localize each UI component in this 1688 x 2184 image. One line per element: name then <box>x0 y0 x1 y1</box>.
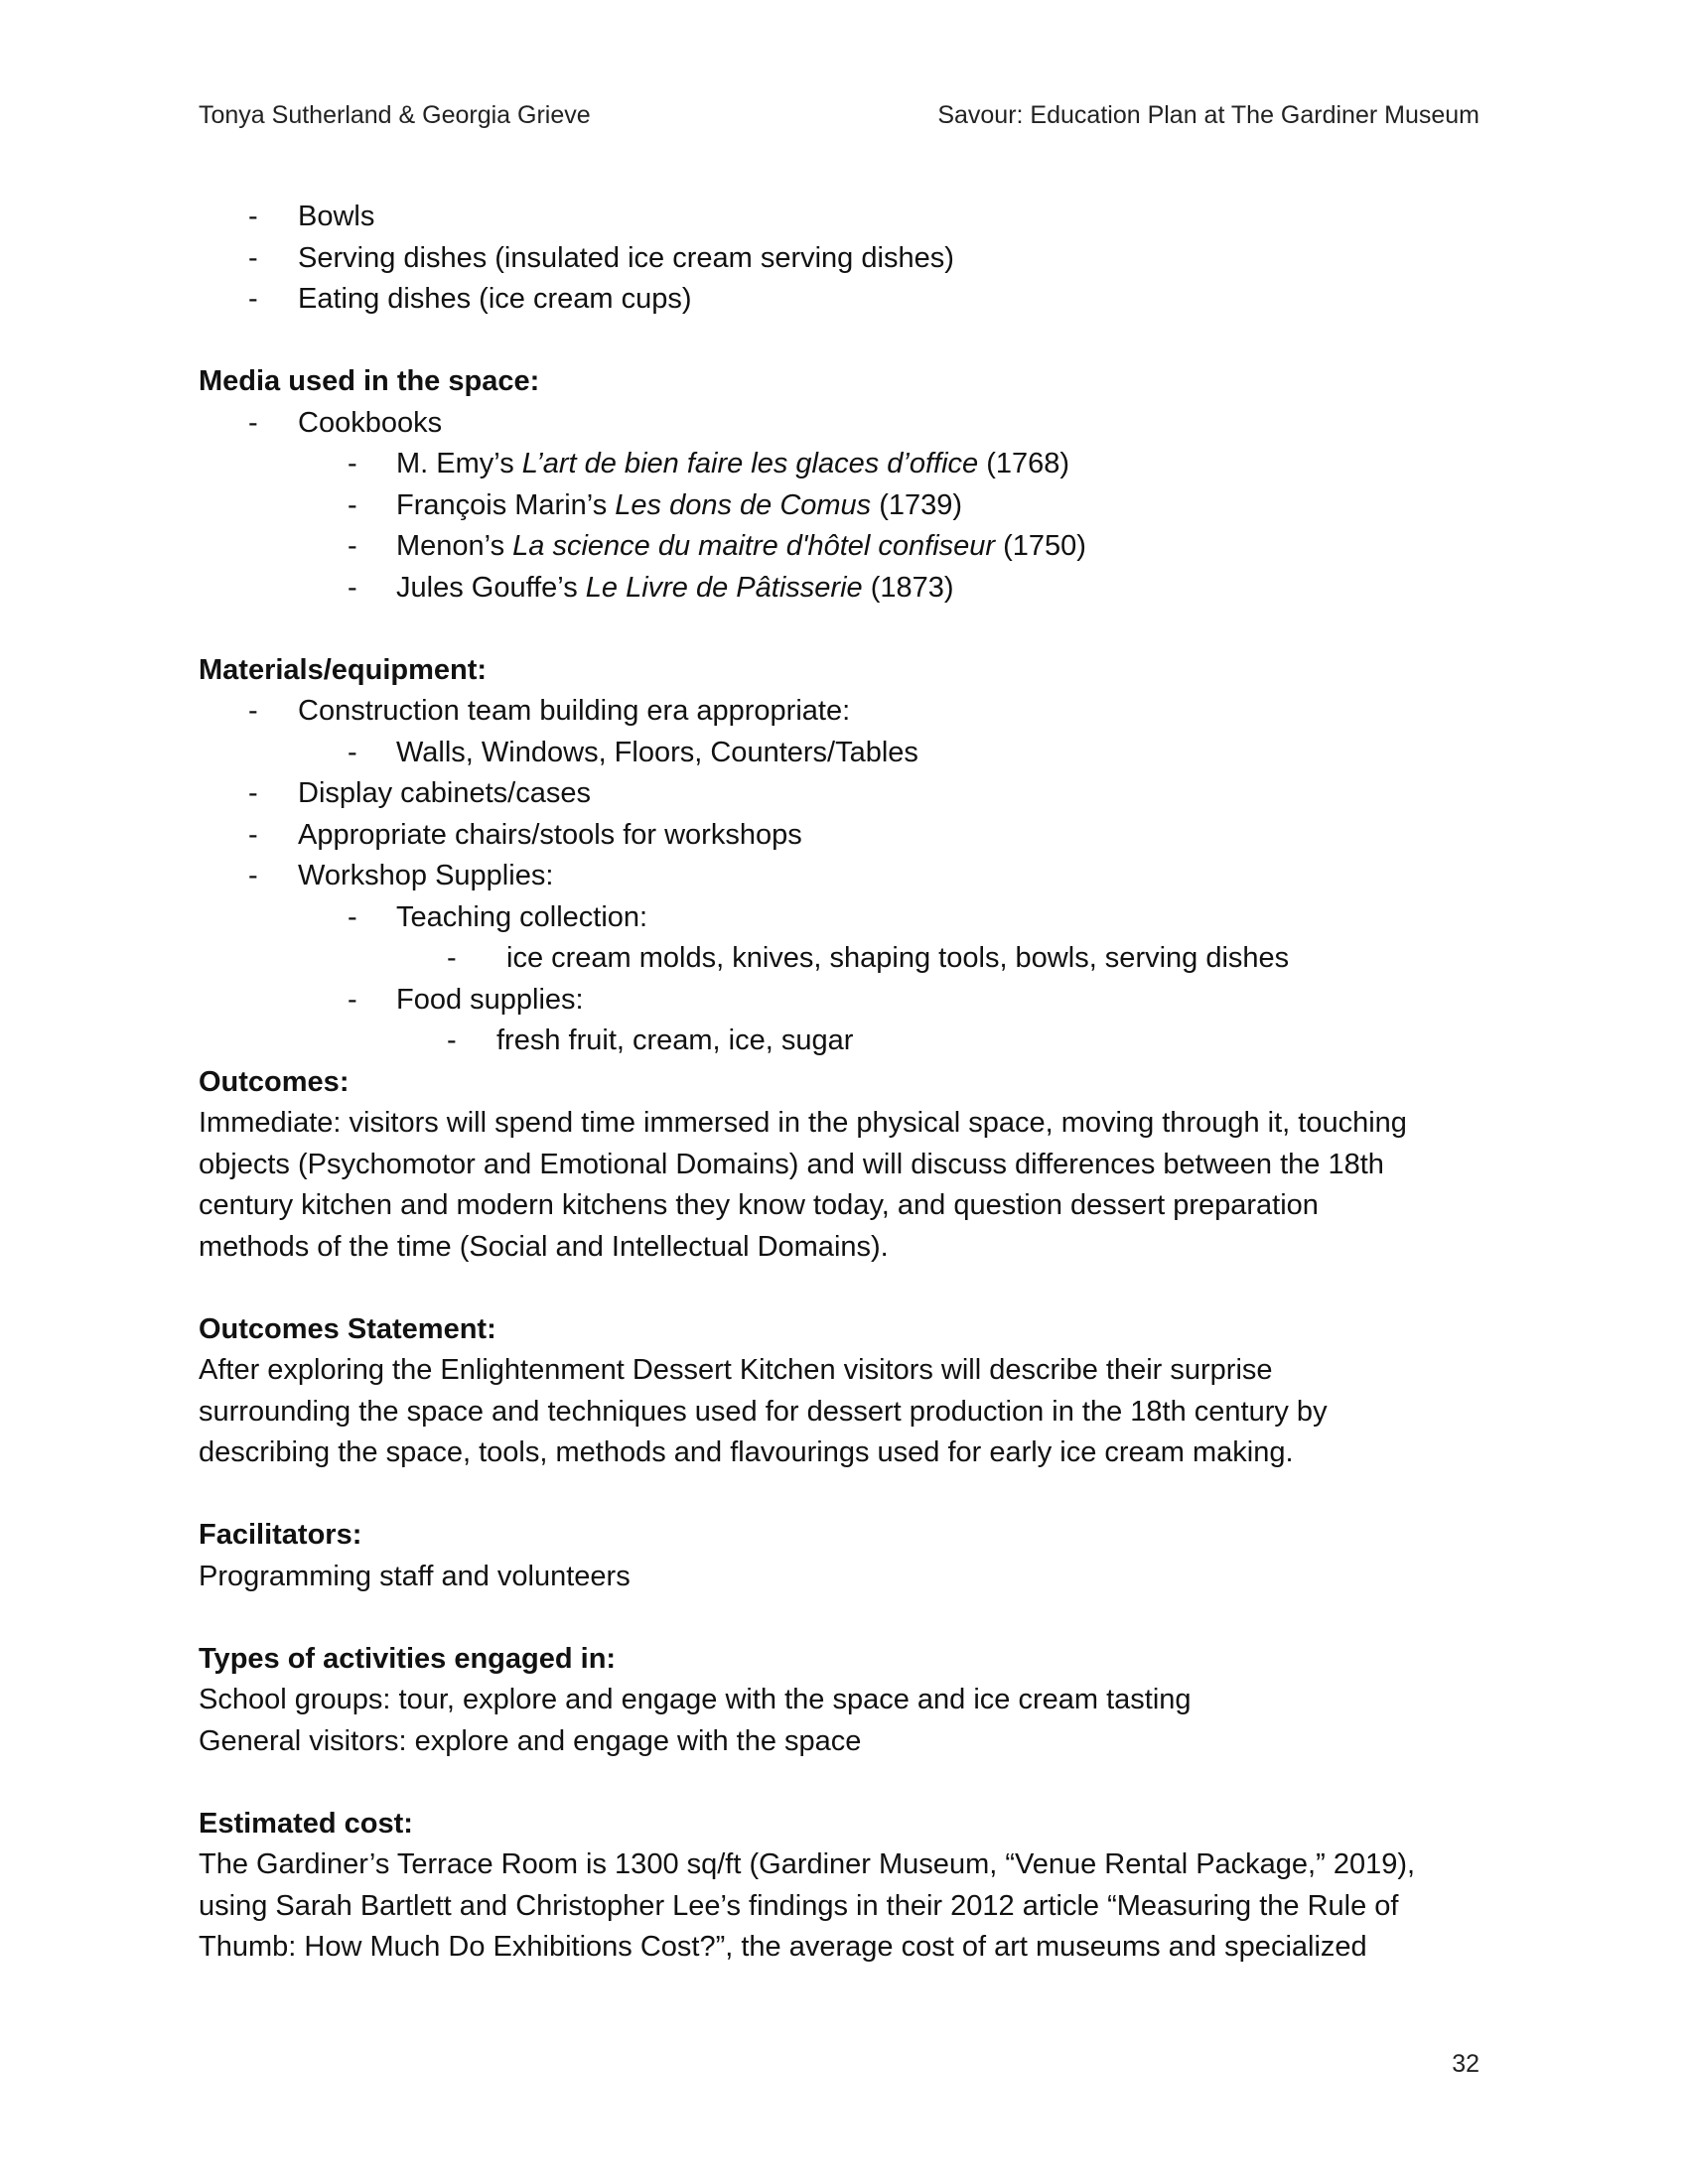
book-item <box>199 485 1489 527</box>
list-item-text: Food supplies: <box>396 983 584 1016</box>
section-heading-media: Media used in the space: <box>199 365 540 397</box>
list-item-text: Bowls <box>298 201 375 232</box>
section-heading-outcomes: Outcomes: <box>199 1065 350 1098</box>
list-item <box>199 773 1489 815</box>
bullet-dash: - <box>348 530 357 562</box>
book-item <box>199 526 1489 568</box>
list-item-text: Display cabinets/cases <box>298 777 591 809</box>
list-item <box>199 403 1489 445</box>
book-year: (1750) <box>995 530 1086 562</box>
paragraph-line: century kitchen and modern kitchens they know today, and question dessert preparation <box>199 1189 1319 1221</box>
book-title: Les dons de Comus <box>615 488 872 521</box>
list-item <box>199 938 1489 980</box>
paragraph-line: The Gardiner’s Terrace Room is 1300 sq/ft (Gardiner Museum, “Venue Rental Package,” 2019), <box>199 1848 1416 1880</box>
paragraph-line: Programming staff and volunteers <box>199 1560 631 1592</box>
list-item <box>199 197 1489 238</box>
paragraph-line: General visitors: explore and engage with the space <box>199 1724 862 1757</box>
paragraph-line: After exploring the Enlightenment Dessert Kitchen visitors will describe their surprise <box>199 1354 1273 1386</box>
list-item <box>199 980 1489 1022</box>
list-item <box>199 238 1489 280</box>
section-heading-materials: Materials/equipment: <box>199 653 488 686</box>
book-title: L’art de bien faire les glaces d’office <box>521 448 979 479</box>
book-author: François Marin’s <box>396 488 616 521</box>
bullet-dash: - <box>348 488 357 521</box>
list-item <box>199 1021 1489 1062</box>
list-item-text: fresh fruit, cream, ice, sugar <box>496 1024 854 1056</box>
bullet-dash: - <box>348 448 357 479</box>
paragraph-line: School groups: tour, explore and engage with the space and ice cream tasting <box>199 1684 1192 1715</box>
list-item <box>199 279 1489 321</box>
bullet-dash: - <box>348 736 357 768</box>
bullet-dash: - <box>248 283 258 315</box>
bullet-dash: - <box>248 818 258 851</box>
section-heading-facilitators: Facilitators: <box>199 1519 362 1551</box>
list-item-text: ice cream molds, knives, shaping tools, bowls, serving dishes <box>506 942 1290 974</box>
list-item <box>199 856 1489 897</box>
header-authors: Tonya Sutherland & Georgia Grieve <box>199 101 591 129</box>
book-item <box>199 444 1489 485</box>
book-title: Le Livre de Pâtisserie <box>585 571 863 604</box>
section-heading-estimated-cost: Estimated cost: <box>199 1807 413 1840</box>
book-year: (1739) <box>871 488 963 521</box>
list-item-text: Appropriate chairs/stools for workshops <box>298 818 802 851</box>
paragraph-line: Thumb: How Much Do Exhibitions Cost?”, the average cost of art museums and specialized <box>199 1931 1367 1963</box>
bullet-dash: - <box>248 777 258 809</box>
book-title: La science du maitre d'hôtel confiseur <box>512 530 996 562</box>
list-item-text: Serving dishes (insulated ice cream serving dishes) <box>298 241 954 274</box>
paragraph-line: Immediate: visitors will spend time immersed in the physical space, moving through it, touching <box>199 1107 1407 1139</box>
list-item <box>199 897 1489 939</box>
paragraph-line: objects (Psychomotor and Emotional Domains) and will discuss differences between the 18th <box>199 1148 1384 1180</box>
list-item-text: Walls, Windows, Floors, Counters/Tables <box>396 736 918 768</box>
bullet-dash: - <box>348 900 357 933</box>
bullet-dash: - <box>447 1024 457 1056</box>
bullet-dash: - <box>348 983 357 1016</box>
bullet-dash: - <box>248 860 258 891</box>
section-heading-activities: Types of activities engaged in: <box>199 1642 617 1675</box>
book-author: Jules Gouffe’s <box>396 571 586 604</box>
bullet-dash: - <box>348 571 357 604</box>
book-author: M. Emy’s <box>396 448 522 479</box>
bullet-dash: - <box>248 695 258 727</box>
list-item-text: Cookbooks <box>298 406 443 439</box>
paragraph-line: methods of the time (Social and Intellectual Domains). <box>199 1230 889 1263</box>
bullet-dash: - <box>447 942 457 974</box>
bullet-dash: - <box>248 406 258 439</box>
book-author: Menon’s <box>396 530 513 562</box>
book-item <box>199 568 1489 610</box>
page-content <box>199 197 1489 1969</box>
list-item <box>199 691 1489 733</box>
paragraph-line: surrounding the space and techniques used for dessert production in the 18th century by <box>199 1395 1328 1428</box>
section-heading-outcomes-statement: Outcomes Statement: <box>199 1312 496 1345</box>
list-item-text: Eating dishes (ice cream cups) <box>298 283 692 315</box>
book-year: (1768) <box>978 448 1070 479</box>
list-item <box>199 733 1489 774</box>
book-year: (1873) <box>862 571 954 604</box>
paragraph-line: using Sarah Bartlett and Christopher Lee’s findings in their 2012 article “Measuring the Rule of <box>199 1889 1399 1922</box>
list-item-text: Workshop Supplies: <box>298 860 554 891</box>
paragraph-line: describing the space, tools, methods and flavourings used for early ice cream making. <box>199 1436 1294 1468</box>
page-number: 32 <box>1452 2050 1479 2078</box>
list-item <box>199 815 1489 857</box>
list-item-text: Teaching collection: <box>396 900 648 933</box>
bullet-dash: - <box>248 241 258 274</box>
list-item-text: Construction team building era appropriate: <box>298 695 851 727</box>
bullet-dash: - <box>248 201 258 232</box>
header-title: Savour: Education Plan at The Gardiner Museum <box>937 101 1479 129</box>
